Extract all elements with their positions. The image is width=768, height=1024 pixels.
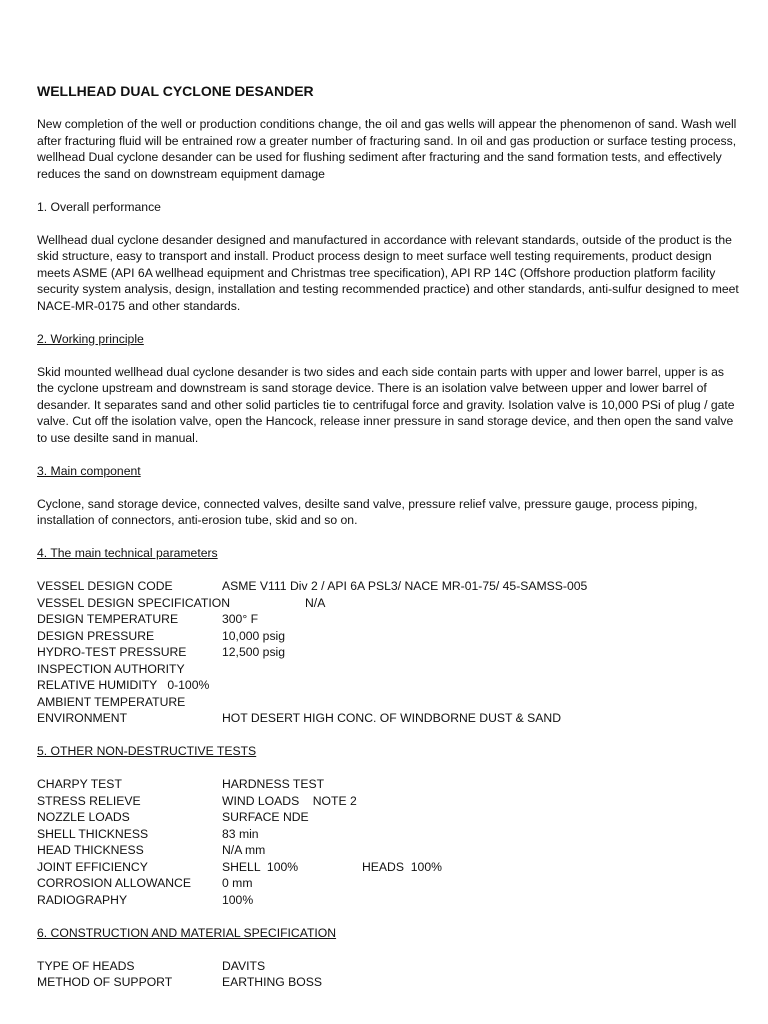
spec-row <box>37 661 742 678</box>
spec-label: NOZZLE LOADS <box>37 810 130 824</box>
spec-label: TYPE OF HEADS <box>37 958 135 973</box>
section-heading-working-principle: 2. Working principle <box>37 331 144 346</box>
spec-row <box>37 677 742 694</box>
spec-row <box>37 826 742 843</box>
section-heading-construction-material: 6. CONSTRUCTION AND MATERIAL SPECIFICATION <box>37 925 337 940</box>
spec-row <box>37 628 742 645</box>
spec-row <box>37 842 742 859</box>
spec-label: SHELL THICKNESS <box>37 826 149 841</box>
spec-label: JOINT EFFICIENCY <box>37 859 148 874</box>
spec-row <box>37 875 742 892</box>
technical-parameters-list <box>37 578 742 727</box>
spec-value: N/A <box>305 595 326 610</box>
spec-value: SURFACE NDE <box>222 810 309 824</box>
spec-label: METHOD OF SUPPORT <box>37 975 173 989</box>
spec-value: DAVITS <box>222 958 266 973</box>
spec-row <box>37 793 742 810</box>
spec-label: HEAD THICKNESS <box>37 843 144 857</box>
section-body-overall-performance: Wellhead dual cyclone desander designed and manufactured in accordance with relevant standards, outside of the product is the skid structure, easy to transport and install. Product process design to meet surface well testing requirements, product design meets ASME (API 6A wellhead equipment and Christmas tree specification), API RP 14C (Offshore production platform facility security system analysis, design, installation and testing recommended practice) and other standards, anti-sulfur designed to meet NACE-MR-0175 and other standards. <box>37 232 739 313</box>
spec-row <box>37 776 742 793</box>
spec-extra-value: HEADS 100% <box>362 859 442 874</box>
spec-value: HOT DESERT HIGH CONC. OF WINDBORNE DUST & SAND <box>222 711 562 725</box>
spec-value: ASME V111 Div 2 / API 6A PSL3/ NACE MR-01-75/ 45-SAMSS-005 <box>222 579 588 593</box>
spec-label: AMBIENT TEMPERATURE <box>37 694 186 709</box>
section-heading-non-destructive-tests: 5. OTHER NON-DESTRUCTIVE TESTS <box>37 744 257 758</box>
spec-row <box>37 595 742 612</box>
spec-value: 0 mm <box>222 876 253 890</box>
document-page <box>37 82 742 991</box>
spec-value: 83 min <box>222 826 259 841</box>
section-body-working-principle: Skid mounted wellhead dual cyclone desander is two sides and each side contain parts with upper and lower barrel, upper is as the cyclone upstream and downstream is sand storage device. There is an isolation valve between upper and lower barrel of desander. It separates sand and other solid particles tie to centrifugal force and gravity. Isolation valve is 10,000 PSi of plug / gate valve. Cut off the isolation valve, open the Hancock, release inner pressure in sand storage device, and then open the sand valve to use desilte sand in manual. <box>37 364 735 445</box>
spec-value: EARTHING BOSS <box>222 975 323 989</box>
spec-label: HYDRO-TEST PRESSURE <box>37 645 187 659</box>
spec-label: RELATIVE HUMIDITY <box>37 678 158 692</box>
spec-row <box>37 859 742 876</box>
section-body-main-component: Cyclone, sand storage device, connected valves, desilte sand valve, pressure relief valve, pressure gauge, process piping, installation of connectors, anti-erosion tube, skid and so on. <box>37 496 698 527</box>
spec-row <box>37 644 742 661</box>
document-title: WELLHEAD DUAL CYCLONE DESANDER <box>37 83 314 99</box>
spec-row <box>37 694 742 711</box>
spec-row <box>37 710 742 727</box>
spec-value: 10,000 psig <box>222 628 286 643</box>
spec-label: VESSEL DESIGN SPECIFICATION <box>37 595 231 610</box>
non-destructive-tests-list <box>37 776 742 908</box>
spec-row <box>37 892 742 909</box>
spec-value: 100% <box>222 892 254 907</box>
spec-label: STRESS RELIEVE <box>37 793 141 808</box>
spec-row <box>37 958 742 975</box>
spec-label: DESIGN PRESSURE <box>37 628 155 643</box>
spec-value: WIND LOADS NOTE 2 <box>222 793 357 808</box>
spec-label: INSPECTION AUTHORITY <box>37 661 185 676</box>
spec-label: CORROSION ALLOWANCE <box>37 876 191 890</box>
construction-material-list <box>37 958 742 991</box>
section-heading-main-component: 3. Main component <box>37 463 141 478</box>
spec-value: 12,500 psig <box>222 645 286 659</box>
spec-row <box>37 578 742 595</box>
spec-value: HARDNESS TEST <box>222 777 325 791</box>
spec-value: SHELL 100% <box>222 859 299 874</box>
spec-label: CHARPY TEST <box>37 777 122 791</box>
spec-label: ENVIRONMENT <box>37 711 128 725</box>
spec-row <box>37 611 742 628</box>
section-heading-overall-performance: 1. Overall performance <box>37 199 161 214</box>
section-heading-technical-parameters: 4. The main technical parameters <box>37 546 218 560</box>
spec-row <box>37 809 742 826</box>
spec-value: 300° F <box>222 612 259 626</box>
spec-label: VESSEL DESIGN CODE <box>37 579 173 593</box>
spec-label: RADIOGRAPHY <box>37 892 128 907</box>
spec-label: DESIGN TEMPERATURE <box>37 612 179 626</box>
spec-row <box>37 974 742 991</box>
spec-value: N/A mm <box>222 843 266 857</box>
spec-value: 0-100% <box>167 678 210 692</box>
intro-paragraph: New completion of the well or production conditions change, the oil and gas wells will appear the phenomenon of sand. Wash well after fracturing fluid will be entrained row a greater number of fracturing sand. In oil and gas production or surface testing process, wellhead Dual cyclone desander can be used for flushing sediment after fracturing and the sand formation tests, and effectively reduces the sand on downstream equipment damage <box>37 117 737 181</box>
